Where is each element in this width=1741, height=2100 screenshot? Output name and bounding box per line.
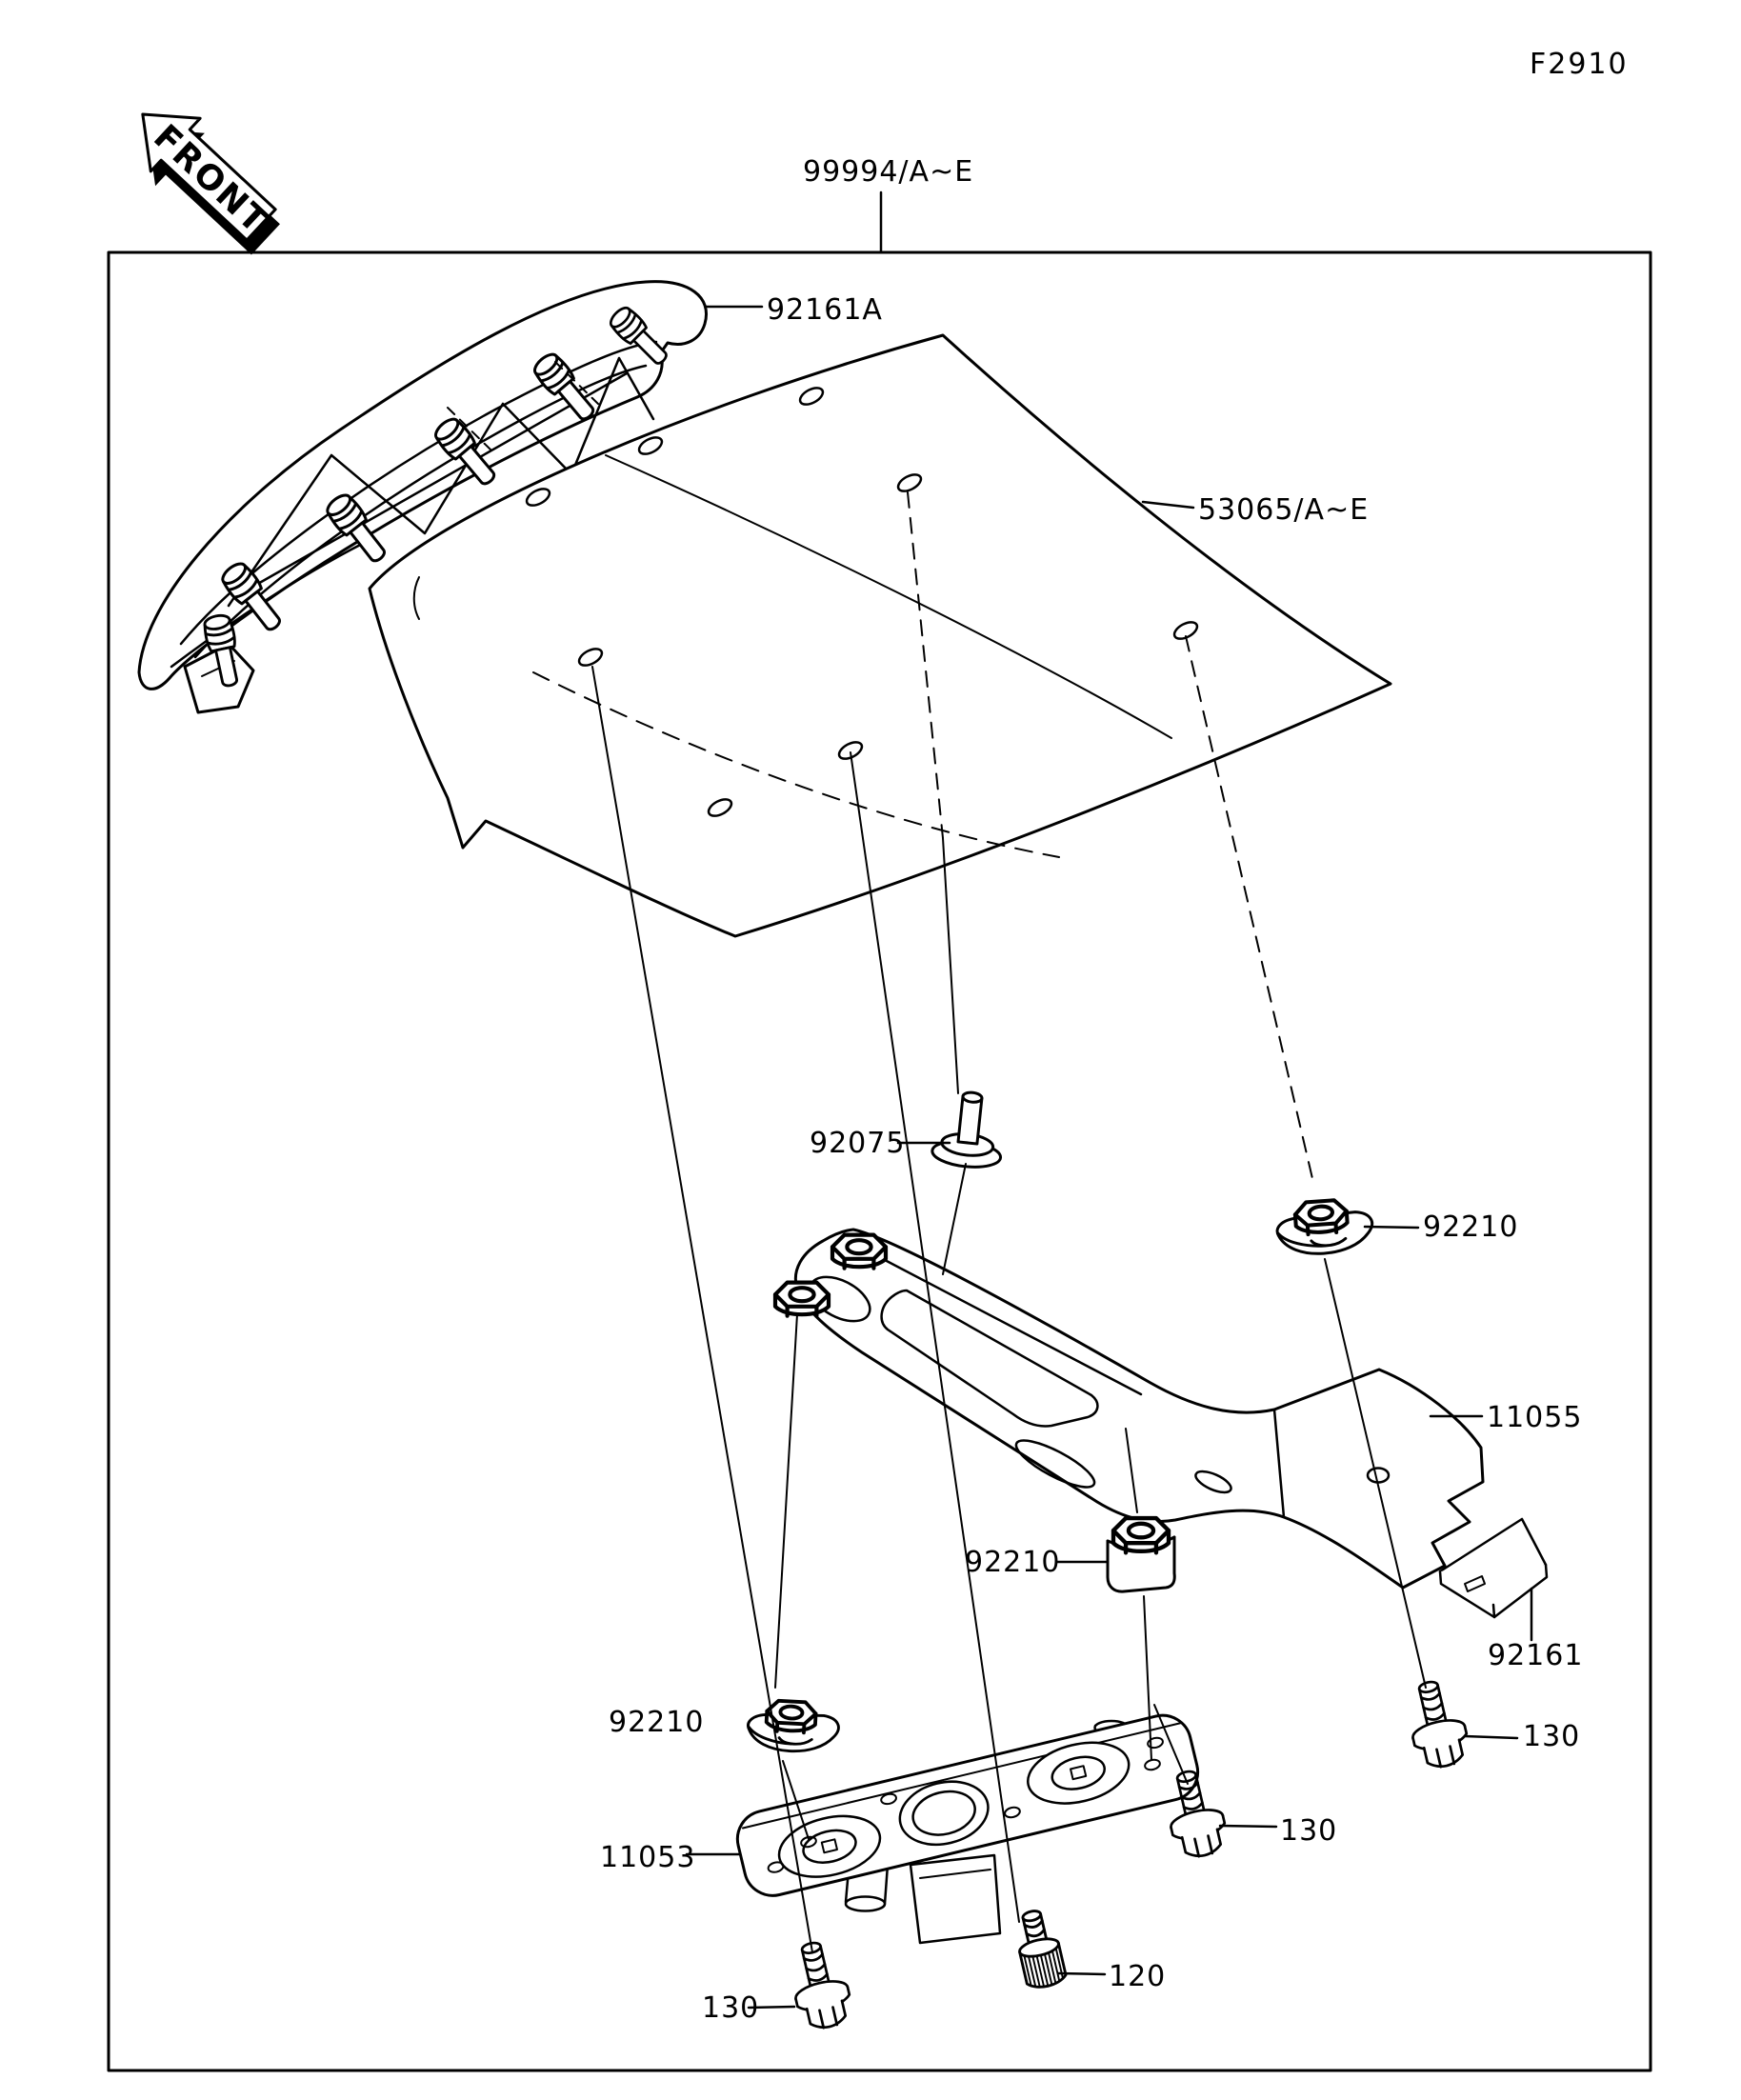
bolt-120-drawing — [1011, 1907, 1068, 1990]
part-label-92210-left: 92210 — [609, 1706, 705, 1739]
front-arrow-icon — [112, 88, 295, 266]
part-label-130-middle: 130 — [1280, 1814, 1338, 1848]
part-label-130-right: 130 — [1523, 1720, 1581, 1753]
part-label-120: 120 — [1109, 1960, 1167, 1993]
clipnut-right-drawing — [1275, 1198, 1373, 1257]
damper-92075-drawing — [931, 1089, 1008, 1170]
figure-code: F2910 — [1530, 48, 1629, 81]
clipnut-middle-drawing — [1108, 1518, 1174, 1591]
part-label-11055: 11055 — [1487, 1401, 1583, 1434]
part-label-130-bottom: 130 — [702, 1991, 760, 2025]
bolt-130-bottom-drawing — [785, 1937, 856, 2032]
assembly-label: 99994/A~E — [803, 155, 974, 189]
part-label-92210-middle: 92210 — [965, 1546, 1061, 1579]
part-label-53065: 53065/A~E — [1198, 493, 1370, 527]
part-label-92210-right: 92210 — [1423, 1210, 1519, 1244]
bolt-130-right-drawing — [1402, 1676, 1473, 1771]
clipnut-left-drawing — [747, 1699, 840, 1753]
part-label-92161a: 92161A — [767, 293, 883, 327]
part-label-11053: 11053 — [600, 1841, 696, 1874]
part-label-92161: 92161 — [1488, 1639, 1584, 1672]
front-label: FRONT — [146, 117, 276, 242]
front-marker — [112, 88, 295, 266]
part-label-92075: 92075 — [810, 1127, 906, 1160]
